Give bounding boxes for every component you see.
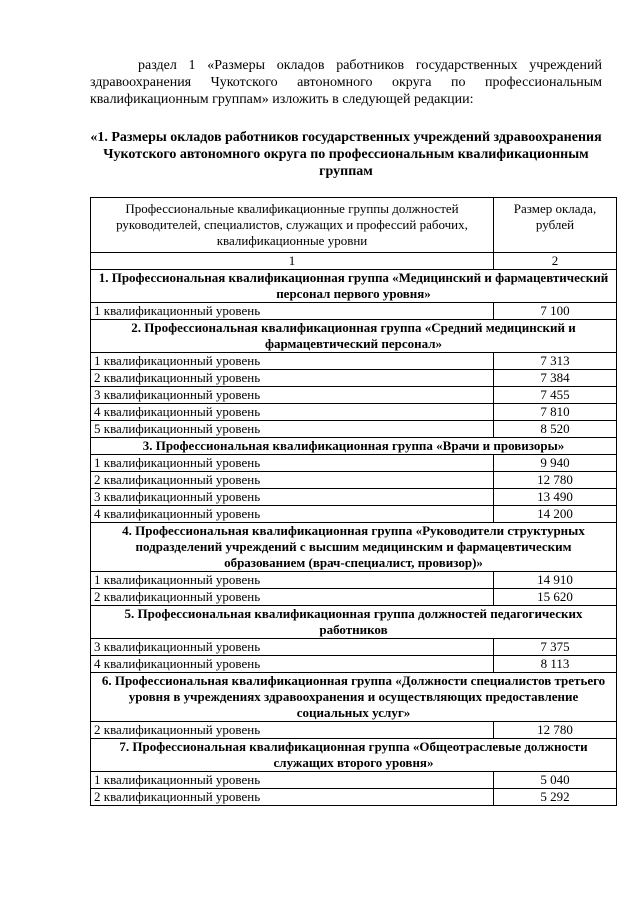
salary-value-cell: 5 292 [494, 789, 617, 806]
salary-value-cell: 7 384 [494, 370, 617, 387]
table-row [91, 455, 617, 472]
qualification-level-cell: 5 квалификационный уровень [91, 421, 494, 438]
salary-value-cell: 9 940 [494, 455, 617, 472]
qualification-level-cell: 3 квалификационный уровень [91, 639, 494, 656]
group-header-row [91, 270, 617, 303]
qualification-level-cell: 2 квалификационный уровень [91, 722, 494, 739]
table-row [91, 303, 617, 320]
table-header-row [91, 198, 617, 253]
group-header-row [91, 438, 617, 455]
table-row [91, 489, 617, 506]
qualification-level-cell: 2 квалификационный уровень [91, 589, 494, 606]
group-title: 3. Профессиональная квалификационная группа «Врачи и провизоры» [91, 438, 617, 455]
group-title: 4. Профессиональная квалификационная группа «Руководители структурных подразделений учреждений с высшим медицинским и фармацевтическим образованием (врач-специалист, провизор)» [91, 523, 617, 572]
salary-value-cell: 7 810 [494, 404, 617, 421]
group-title: 7. Профессиональная квалификационная группа «Общеотраслевые должности служащих второго уровня» [91, 739, 617, 772]
group-header-row [91, 320, 617, 353]
table-row [91, 506, 617, 523]
salary-value-cell: 14 200 [494, 506, 617, 523]
table-row [91, 572, 617, 589]
salary-value-cell: 7 313 [494, 353, 617, 370]
qualification-level-cell: 2 квалификационный уровень [91, 472, 494, 489]
table-row [91, 772, 617, 789]
qualification-level-cell: 4 квалификационный уровень [91, 506, 494, 523]
group-header-row [91, 673, 617, 722]
header-salary-size: Размер оклада, рублей [494, 198, 617, 253]
table-row [91, 421, 617, 438]
qualification-level-cell: 1 квалификационный уровень [91, 772, 494, 789]
qualification-level-cell: 1 квалификационный уровень [91, 572, 494, 589]
table-row [91, 472, 617, 489]
qualification-level-cell: 4 квалификационный уровень [91, 656, 494, 673]
salary-value-cell: 14 910 [494, 572, 617, 589]
qualification-level-cell: 2 квалификационный уровень [91, 370, 494, 387]
group-header-row [91, 523, 617, 572]
salary-value-cell: 15 620 [494, 589, 617, 606]
salary-value-cell: 12 780 [494, 472, 617, 489]
group-header-row [91, 739, 617, 772]
qualification-level-cell: 2 квалификационный уровень [91, 789, 494, 806]
qualification-level-cell: 3 квалификационный уровень [91, 489, 494, 506]
table-row [91, 639, 617, 656]
qualification-level-cell: 1 квалификационный уровень [91, 455, 494, 472]
group-header-row [91, 606, 617, 639]
qualification-level-cell: 4 квалификационный уровень [91, 404, 494, 421]
salary-table [90, 197, 617, 806]
qualification-level-cell: 1 квалификационный уровень [91, 353, 494, 370]
salary-value-cell: 12 780 [494, 722, 617, 739]
qualification-level-cell: 1 квалификационный уровень [91, 303, 494, 320]
salary-table-body [91, 198, 617, 806]
intro-paragraph: раздел 1 «Размеры окладов работников государственных учреждений здравоохранения Чукотского автономного округа по профессиональным квалификационным группам» изложить в следующей редакции: [90, 58, 602, 107]
salary-value-cell: 8 520 [494, 421, 617, 438]
salary-value-cell: 7 455 [494, 387, 617, 404]
table-row [91, 404, 617, 421]
group-title: 2. Профессиональная квалификационная группа «Средний медицинский и фармацевтический персонал» [91, 320, 617, 353]
salary-value-cell: 13 490 [494, 489, 617, 506]
salary-value-cell: 8 113 [494, 656, 617, 673]
column-number-2: 2 [494, 253, 617, 270]
table-row [91, 387, 617, 404]
column-number-1: 1 [91, 253, 494, 270]
group-title: 6. Профессиональная квалификационная группа «Должности специалистов третьего уровня в учреждениях здравоохранения и осуществляющих предоставление социальных услуг» [91, 673, 617, 722]
table-row [91, 370, 617, 387]
salary-value-cell: 7 375 [494, 639, 617, 656]
table-row [91, 656, 617, 673]
table-row [91, 722, 617, 739]
document-title: «1. Размеры окладов работников государственных учреждений здравоохранения Чукотского автономного округа по профессиональным квалификационным группам [90, 130, 602, 179]
salary-value-cell: 5 040 [494, 772, 617, 789]
qualification-level-cell: 3 квалификационный уровень [91, 387, 494, 404]
table-row [91, 789, 617, 806]
group-title: 5. Профессиональная квалификационная группа должностей педагогических работников [91, 606, 617, 639]
group-title: 1. Профессиональная квалификационная группа «Медицинский и фармацевтический персонал первого уровня» [91, 270, 617, 303]
header-qualification-groups: Профессиональные квалификационные группы должностей руководителей, специалистов, служащих и профессий рабочих, квалификационные уровни [91, 198, 494, 253]
table-row [91, 589, 617, 606]
table-row [91, 353, 617, 370]
column-number-row [91, 253, 617, 270]
salary-value-cell: 7 100 [494, 303, 617, 320]
